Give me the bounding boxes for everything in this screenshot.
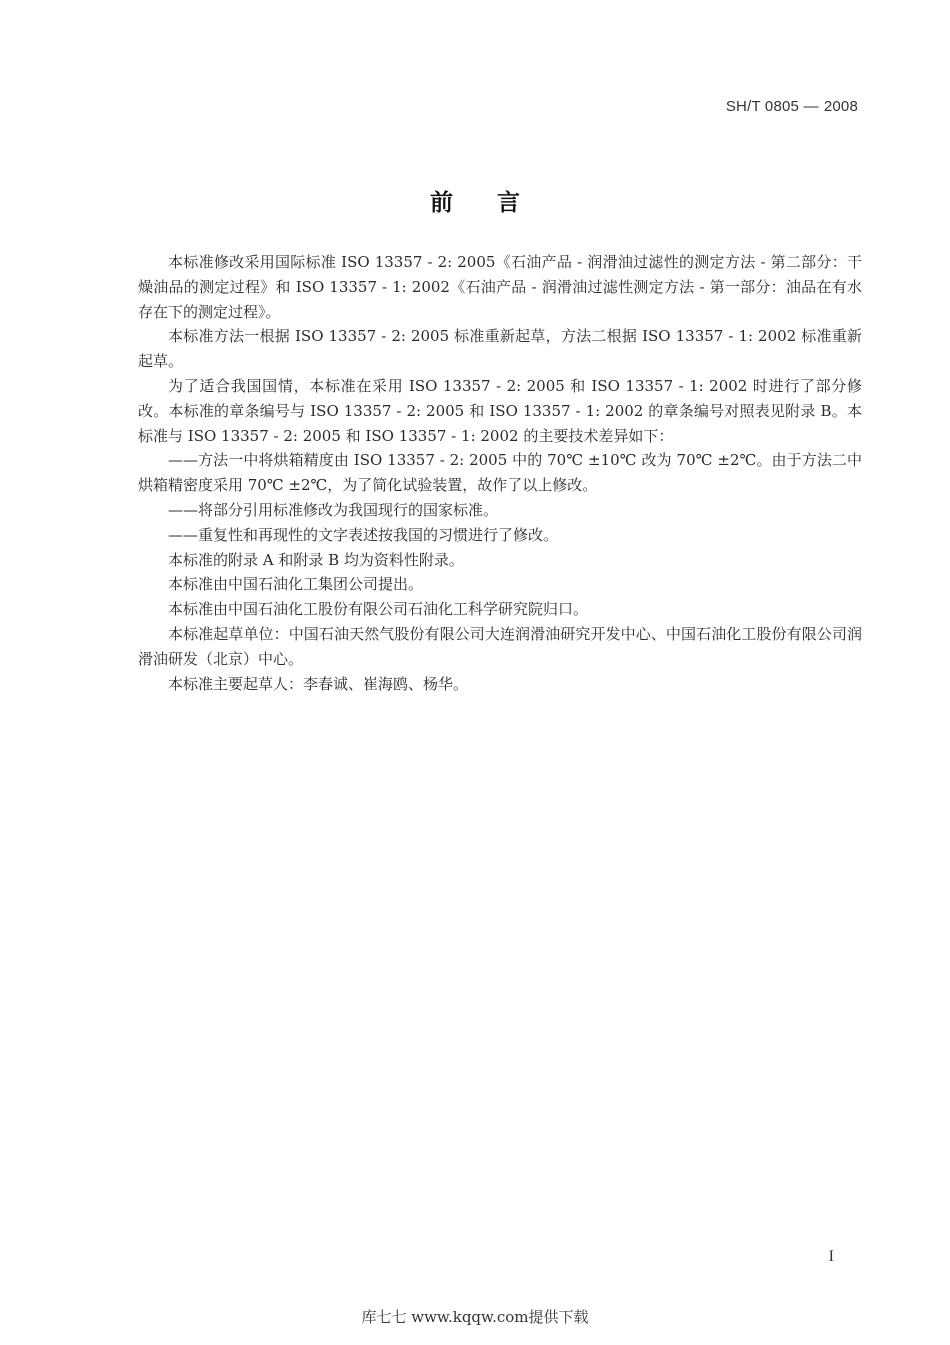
paragraph-drafters: 本标准主要起草人：李春诚、崔海鸥、杨华。 [168, 674, 469, 693]
paragraph-drafting-units: 本标准起草单位：中国石油天然气股份有限公司大连润滑油研究开发中心、中国石油化工股份有限公司润滑油研发（北京）中心。 [138, 624, 862, 668]
paragraph-modifications: 为了适合我国国情，本标准在采用 ISO 13357 - 2: 2005 和 ISO 13357 - 1: 2002 时进行了部分修改。本标准的章条编号与 ISO 13357 - 2: 2005 和 ISO 13357 - 1: 2002 的章条编号对照表见附录 B。本标准与 ISO 13357 - 2: 2005 和 ISO 13357 - 1: 2002 的主要技术差异如下： [138, 376, 862, 445]
standard-code [726, 98, 858, 115]
paragraph-appendices: 本标准的附录 A 和附录 B 均为资料性附录。 [168, 550, 464, 569]
download-footer: 库七七 www.kqqw.com提供下载 [361, 1308, 589, 1326]
paragraph-diff-references: ——将部分引用标准修改为我国现行的国家标准。 [168, 500, 499, 519]
page-number: I [828, 1248, 834, 1265]
paragraph-proposer: 本标准由中国石油化工集团公司提出。 [168, 575, 424, 594]
standard-code-prefix: SH/T 0805 [725, 98, 800, 115]
standard-code-year: 2008 [823, 98, 858, 115]
standard-code-separator: — [803, 98, 820, 115]
paragraph-administrator: 本标准由中国石油化工股份有限公司石油化工科学研究院归口。 [168, 600, 589, 619]
page-title: 前言 [430, 190, 564, 216]
foreword-body [138, 250, 862, 696]
paragraph-diff-oven: ——方法一中将烘箱精度由 ISO 13357 - 2: 2005 中的 70℃ ±10℃ 改为 70℃ ±2℃。由于方法二中烘箱精密度采用 70℃ ±2℃，为了简化试验装置，故作了以上修改。 [138, 451, 862, 495]
paragraph-adoption: 本标准修改采用国际标准 ISO 13357 - 2: 2005《石油产品 - 润滑油过滤性的测定方法 - 第二部分：干燥油品的测定过程》和 ISO 13357 - 1: 2002《石油产品 - 润滑油过滤性测定方法 - 第一部分：油品在有水存在下的测定过程》。 [138, 253, 862, 321]
paragraph-diff-repeatability: ——重复性和再现性的文字表述按我国的习惯进行了修改。 [168, 525, 559, 544]
paragraph-methods: 本标准方法一根据 ISO 13357 - 2: 2005 标准重新起草，方法二根据 ISO 13357 - 1: 2002 标准重新起草。 [138, 327, 862, 371]
